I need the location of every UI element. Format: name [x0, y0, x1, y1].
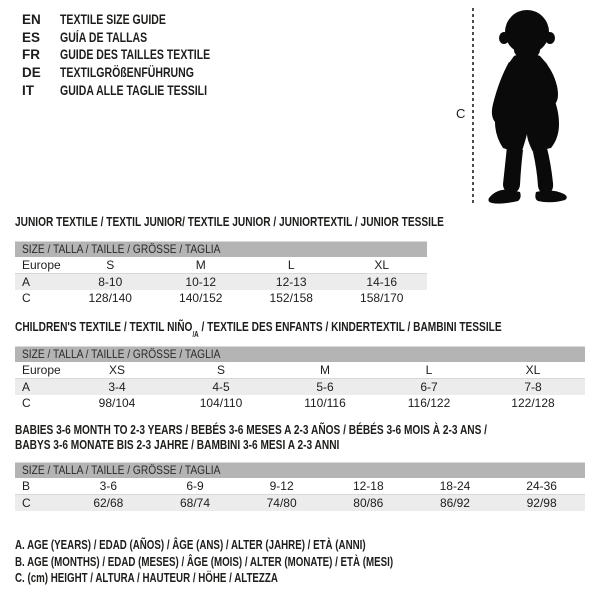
table-cell: S — [216, 363, 225, 377]
table-cell: 104/110 — [199, 396, 243, 410]
babies-section-title — [15, 422, 585, 452]
language-label: GUIDE DES TAILLES TEXTILE — [60, 47, 211, 63]
table-cell: XL — [525, 363, 541, 377]
children-table-header-text: SIZE / TALLA / TAILLE / GRÖSSE / TAGLIA — [22, 347, 221, 361]
table-cell: 24-36 — [526, 479, 557, 493]
language-code: ES — [22, 29, 41, 45]
table-cell: 8-10 — [65, 274, 156, 291]
children-size-table — [15, 362, 585, 411]
babies-title-line2: BABYS 3-6 MONATE BIS 2-3 JAHRE / BAMBINI 3-6 MESI A 2-3 ANNI — [15, 437, 340, 452]
table-cell: 62/68 — [65, 495, 152, 512]
language-code: DE — [22, 65, 41, 81]
table-cell: 12-13 — [246, 274, 337, 291]
table-row — [15, 274, 427, 291]
language-label: TEXTILE SIZE GUIDE — [60, 12, 166, 28]
table-row — [15, 495, 585, 512]
height-measure-label: C — [456, 106, 466, 121]
table-cell: 14-16 — [337, 274, 428, 291]
section-babies — [15, 422, 585, 511]
table-cell: 152/158 — [269, 291, 313, 305]
language-row — [22, 29, 253, 47]
table-cell: 74/80 — [238, 495, 325, 512]
language-label: GUÍA DE TALLAS — [60, 29, 148, 45]
language-label: GUIDA ALLE TAGLIE TESSILI — [60, 82, 208, 98]
junior-table-header-text: SIZE / TALLA / TAILLE / GRÖSSE / TAGLIA — [22, 242, 221, 256]
table-row — [15, 290, 427, 306]
table-cell: 12-18 — [352, 479, 384, 493]
table-cell: XS — [108, 363, 125, 377]
language-row — [22, 11, 253, 29]
table-cell: 122/128 — [511, 396, 555, 410]
children-title-text — [15, 319, 502, 339]
language-code: FR — [22, 47, 40, 63]
language-row — [22, 64, 253, 82]
table-row — [15, 478, 585, 495]
children-section-title — [15, 319, 585, 339]
table-cell: 5-6 — [273, 379, 377, 396]
section-children — [15, 319, 585, 411]
table-cell: 7-8 — [481, 379, 585, 396]
table-cell: L — [287, 258, 295, 272]
row-label: C — [22, 291, 31, 305]
row-label: Europe — [22, 363, 61, 377]
table-cell: 10-12 — [156, 274, 247, 291]
table-cell: 4-5 — [169, 379, 273, 396]
table-cell: L — [425, 363, 433, 377]
toddler-silhouette-icon — [481, 6, 573, 207]
row-label: A — [15, 379, 65, 396]
children-title-part2: / TEXTILE DES ENFANTS / KINDERTEXTIL / BAMBINI TESSILE — [198, 319, 502, 334]
table-cell: 3-4 — [65, 379, 169, 396]
table-cell: 6-7 — [377, 379, 481, 396]
junior-title-text: JUNIOR TEXTILE / TEXTIL JUNIOR/ TEXTILE JUNIOR / JUNIORTEXTIL / JUNIOR TESSILE — [15, 214, 444, 229]
language-code: EN — [22, 12, 41, 28]
language-row — [22, 81, 253, 99]
junior-section-title — [15, 214, 444, 229]
language-label: TEXTILGRÖßENFÜHRUNG — [60, 65, 194, 81]
table-cell: 86/92 — [412, 495, 499, 512]
row-label: C — [22, 396, 31, 410]
table-cell: 3-6 — [99, 479, 117, 493]
table-cell: 140/152 — [179, 291, 223, 305]
footnote-b — [15, 554, 500, 571]
table-cell: 116/122 — [407, 396, 451, 410]
babies-table-header-text: SIZE / TALLA / TAILLE / GRÖSSE / TAGLIA — [22, 463, 221, 477]
language-row — [22, 46, 253, 64]
row-label: Europe — [22, 258, 61, 272]
table-cell: XL — [374, 258, 390, 272]
table-cell: 110/116 — [304, 396, 346, 410]
row-label: B — [22, 479, 31, 493]
table-cell: M — [195, 258, 206, 272]
table-cell: 9-12 — [269, 479, 294, 493]
table-cell: 68/74 — [152, 495, 239, 512]
table-cell: 18-24 — [439, 479, 471, 493]
table-cell: 92/98 — [498, 495, 585, 512]
language-code: IT — [22, 82, 34, 98]
section-junior — [15, 214, 444, 306]
table-cell: 98/104 — [98, 396, 136, 410]
footnote-c — [15, 570, 500, 587]
footnote-a-text: A. AGE (YEARS) / EDAD (AÑOS) / ÂGE (ANS) / ALTER (JAHRE) / ETÀ (ANNI) — [15, 538, 366, 552]
footnote-a — [15, 537, 500, 554]
row-label: A — [15, 274, 65, 291]
children-title-sub: /A — [192, 329, 199, 339]
children-title-part1: CHILDREN'S TEXTILE / TEXTIL NIÑO — [15, 319, 193, 334]
junior-table-header-bar — [15, 241, 427, 257]
babies-size-table — [15, 478, 585, 511]
table-row — [15, 379, 585, 396]
table-row — [15, 257, 427, 274]
table-cell: 6-9 — [186, 479, 204, 493]
babies-table-header-bar — [15, 462, 585, 478]
children-table-header-bar — [15, 346, 585, 362]
footnote-b-text: B. AGE (MONTHS) / EDAD (MESES) / ÂGE (MOIS) / ALTER (MONATE) / ETÀ (MESI) — [15, 554, 394, 569]
language-guide — [22, 11, 253, 99]
row-label: C — [15, 495, 65, 512]
junior-size-table — [15, 257, 427, 306]
table-cell: 158/170 — [360, 291, 404, 305]
table-cell: 80/86 — [325, 495, 412, 512]
babies-title-line1: BABIES 3-6 MONTH TO 2-3 YEARS / BEBÉS 3-6 MESES A 2-3 AÑOS / BÉBÉS 3-6 MOIS À 2-3 ANS / — [15, 422, 487, 437]
table-row — [15, 362, 585, 379]
footnotes — [15, 537, 500, 587]
table-cell: M — [320, 363, 330, 377]
height-measure-line — [472, 8, 474, 206]
table-cell: S — [106, 258, 115, 272]
footnote-c-text: C. (cm) HEIGHT / ALTURA / HAUTEUR / HÖHE / ALTEZZA — [15, 571, 278, 585]
table-row — [15, 395, 585, 411]
table-cell: 128/140 — [88, 291, 132, 305]
